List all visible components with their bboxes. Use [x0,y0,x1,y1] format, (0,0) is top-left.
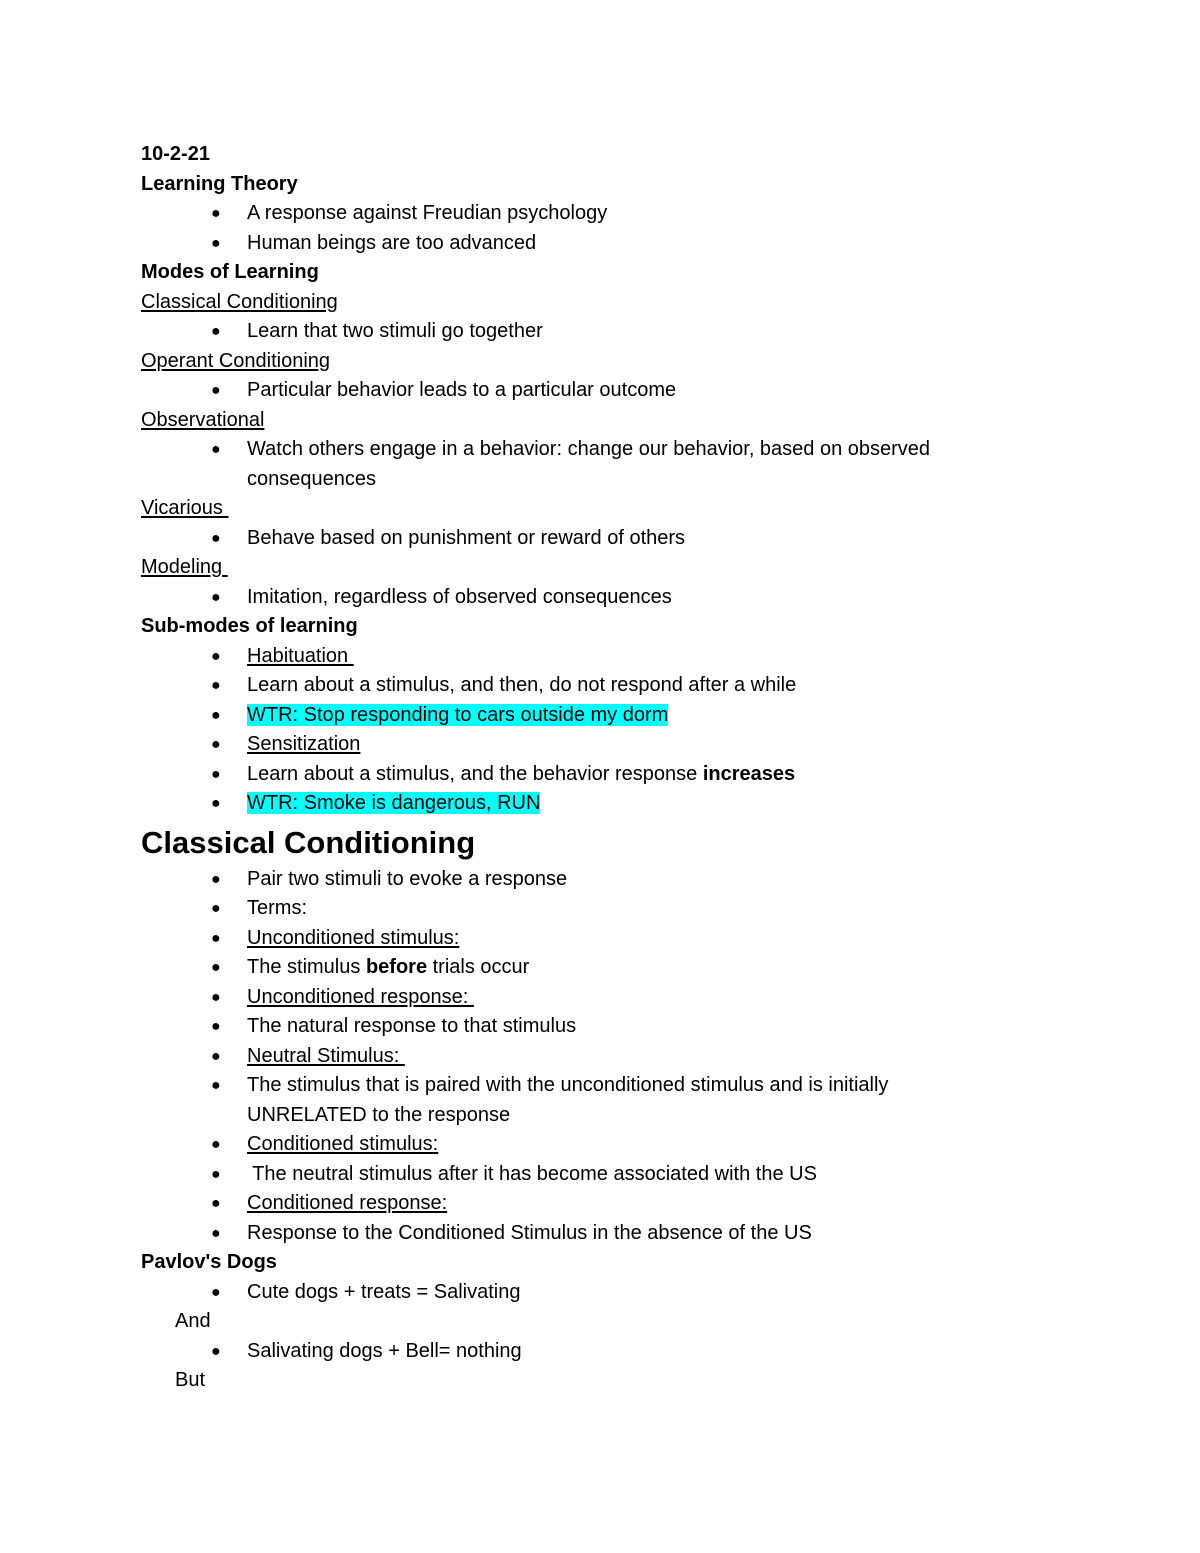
habituation-term: Habituation [247,644,354,667]
bullet-icon: ● [211,900,221,917]
list-item [141,1042,1041,1072]
list-item: ● Learn about a stimulus, and then, do not respond after a while [141,671,1041,701]
term-label: Unconditioned response: [247,985,474,1008]
list-item: ● Pair two stimuli to evoke a response [141,865,1041,895]
bullet-icon: ● [211,1018,221,1035]
bullet-icon: ● [211,1136,221,1153]
bullet-icon: ● [211,382,221,399]
pavlov-heading: Pavlov's Dogs [141,1251,277,1273]
bullet-icon: ● [211,736,221,753]
list-item [141,924,1041,954]
bullet-icon: ● [211,1342,221,1360]
classical-label: Classical Conditioning [141,290,338,313]
document-body [141,140,1041,1396]
connector-text: And [175,1310,211,1332]
date-heading: 10-2-21 [141,143,210,165]
list-item [141,983,1041,1013]
list-item: ● Imitation, regardless of observed consequences [141,583,1041,613]
operant-label: Operant Conditioning [141,349,331,372]
bullet-icon: ● [211,205,221,222]
list-item: ● Terms: [141,894,1041,924]
highlighted-example: WTR: Stop responding to cars outside my dorm [247,703,669,726]
modes-heading: Modes of Learning [141,261,319,283]
connector-text: But [175,1369,206,1391]
list-item: ● Watch others engage in a behavior: change our behavior, based on observed consequences [141,435,1007,494]
list-item: ● The natural response to that stimulus [141,1012,1041,1042]
list-item: ● Particular behavior leads to a particular outcome [141,376,1041,406]
list-item [141,730,1041,760]
bullet-icon: ● [211,1077,221,1094]
bullet-icon: ● [211,323,221,340]
bullet-icon: ● [211,588,221,606]
bullet-icon: ● [211,870,221,888]
bullet-icon: ● [211,441,221,458]
bullet-icon: ● [211,647,221,665]
learning-theory-heading: Learning Theory [141,172,298,195]
bullet-icon: ● [211,765,221,783]
term-label: Conditioned response: [247,1192,448,1214]
bullet-icon: ● [211,234,221,252]
list-item: ● A response against Freudian psychology [141,199,1041,229]
term-label: Unconditioned stimulus: [247,926,460,949]
bullet-icon: ● [211,795,221,812]
list-item: ● The stimulus that is paired with the unconditioned stimulus and is initially UNRELATED to the response [141,1071,967,1130]
term-label: Conditioned stimulus: [247,1133,439,1155]
list-item [141,642,1041,672]
list-item: ● Learn about a stimulus, and the behavior response increases [141,760,1041,790]
vicarious-label: Vicarious [141,497,229,519]
list-item: ● Behave based on punishment or reward of others [141,524,1041,554]
list-item [141,1189,1041,1219]
list-item: ● The neutral stimulus after it has become associated with the US [141,1160,1041,1190]
classical-conditioning-title: Classical Conditioning [141,824,476,860]
list-item [141,1130,1041,1160]
list-item: ● Human beings are too advanced [141,229,1041,259]
list-item: ● The stimulus before trials occur [141,953,1041,983]
bullet-icon: ● [211,959,221,976]
bullet-icon: ● [211,706,221,724]
list-item: ● Salivating dogs + Bell= nothing [141,1337,1041,1367]
list-item: ● Cute dogs + treats = Salivating [141,1278,1041,1308]
sensitization-term: Sensitization [247,733,361,755]
modeling-label: Modeling [141,556,228,578]
observational-label: Observational [141,408,265,431]
bullet-icon: ● [211,677,221,694]
list-item: ● Learn that two stimuli go together [141,317,1041,347]
bullet-icon: ● [211,1165,221,1183]
bullet-icon: ● [211,529,221,547]
bullet-icon: ● [211,929,221,947]
term-label: Neutral Stimulus: [247,1044,405,1067]
bullet-icon: ● [211,988,221,1006]
submodes-heading: Sub-modes of learning [141,615,358,637]
highlighted-example: WTR: Smoke is dangerous, RUN [247,792,541,814]
bullet-icon: ● [211,1224,221,1242]
list-item: ● Response to the Conditioned Stimulus in the absence of the US [141,1219,1041,1249]
bullet-icon: ● [211,1195,221,1212]
bullet-icon: ● [211,1047,221,1065]
list-item [141,789,1041,819]
bullet-icon: ● [211,1283,221,1301]
list-item [141,701,1041,731]
